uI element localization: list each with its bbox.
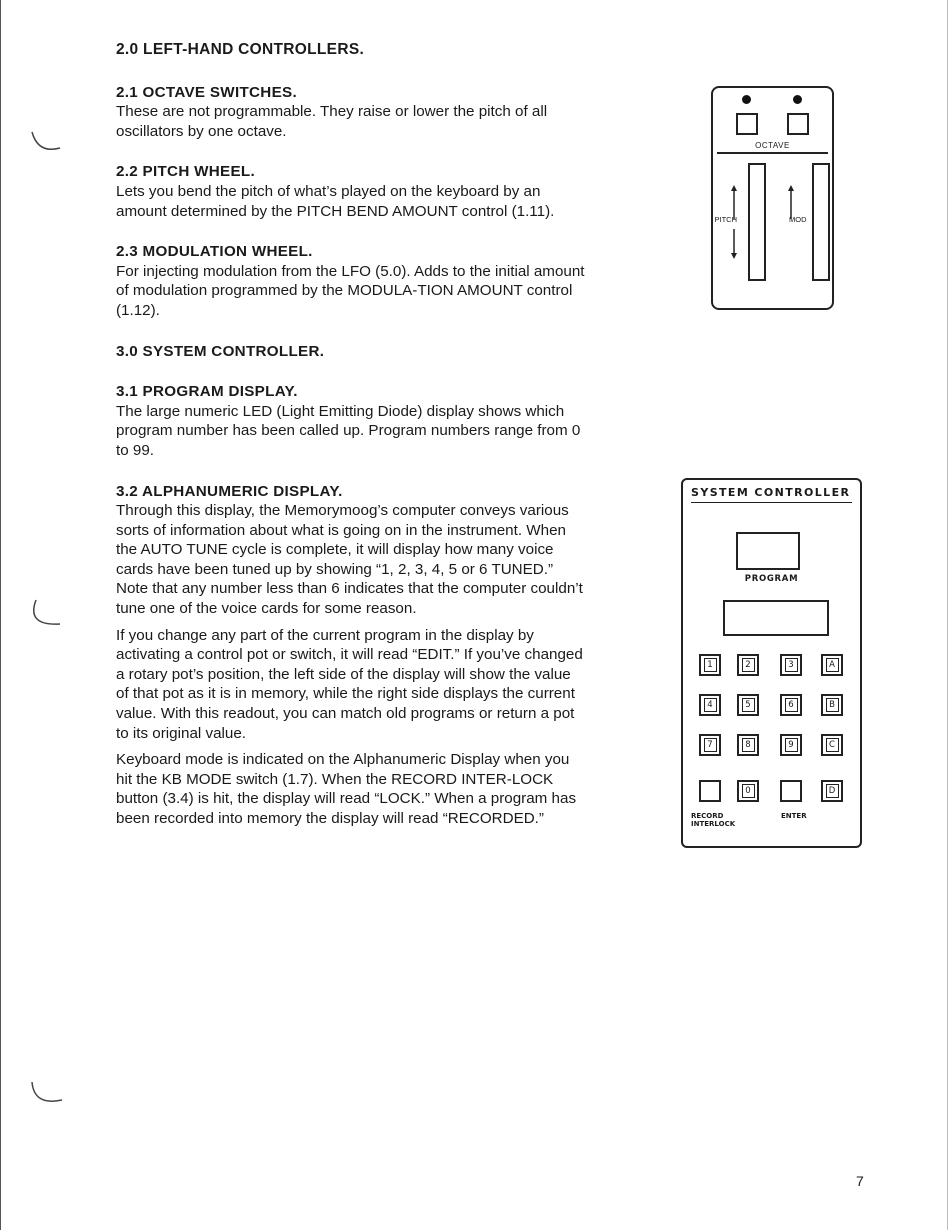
keypad-key-label: 7 (704, 738, 717, 752)
keypad-key[interactable] (780, 654, 802, 676)
section-heading: 2.2 PITCH WHEEL. (116, 163, 255, 181)
binder-hole-mark (30, 1076, 64, 1110)
octave-led-left (742, 95, 751, 104)
octave-divider (717, 152, 828, 154)
system-controller-panel (681, 478, 862, 848)
pitch-label: PITCH (714, 215, 737, 224)
keypad-key[interactable] (821, 694, 843, 716)
section (116, 382, 586, 460)
page-edge-left (0, 0, 1, 1230)
enter-button[interactable] (780, 780, 802, 802)
keypad-key[interactable] (821, 780, 843, 802)
pitch-down-arrow-icon (730, 229, 738, 259)
keypad-key[interactable] (699, 694, 721, 716)
keypad-key-label: 2 (742, 658, 755, 672)
section-paragraph: Keyboard mode is indicated on the Alphanumeric Display when you hit the KB MODE switch (1.7). When the RECORD INTER-LOCK button (3.4) is hit, the display will read “LOCK.” When a program has been recorded into memory the display will read “RECORDED.” (116, 751, 577, 827)
section-paragraph: If you change any part of the current program in the display by activating a control pot or switch, it will read “EDIT.” If you’ve changed a rotary pot’s position, the left side of the display will show the value of that pot as it is in memory, while the right side displays the current value. With this readout, you can match old programs or return a pot to its original value. (116, 626, 583, 742)
section-heading: 2.1 OCTAVE SWITCHES. (116, 83, 297, 101)
octave-label: OCTAVE (755, 141, 790, 150)
section-paragraph: These are not programmable. They raise or lower the pitch of all oscillators by one octave. (116, 103, 548, 140)
section (116, 342, 586, 362)
binder-hole-mark (28, 598, 62, 632)
left-hand-controllers-panel (711, 86, 834, 310)
keypad-key[interactable] (737, 654, 759, 676)
keypad-key[interactable] (821, 654, 843, 676)
keypad-key[interactable] (737, 780, 759, 802)
keypad-key-label: C (826, 738, 839, 752)
keypad-key-label: D (826, 784, 839, 798)
keypad-key-label: 8 (742, 738, 755, 752)
pitch-wheel[interactable] (748, 163, 766, 281)
keypad-key-label: 5 (742, 698, 755, 712)
mod-up-arrow-icon (787, 185, 795, 219)
keypad-key-label: 9 (785, 738, 798, 752)
page-edge-right (947, 0, 948, 1230)
modulation-wheel[interactable] (812, 163, 830, 281)
section-paragraph: The large numeric LED (Light Emitting Diode) display shows which program number has been called up. Program numbers range from 0 to 99. (116, 402, 581, 459)
page-number: 7 (856, 1173, 864, 1189)
section (116, 40, 586, 60)
enter-label: ENTER (781, 812, 807, 820)
record-interlock-label: RECORD INTERLOCK (691, 812, 736, 828)
mod-label: MOD (789, 215, 807, 224)
binder-hole-mark (28, 122, 62, 156)
section-paragraph: Through this display, the Memorymoog’s computer conveys various sorts of information about what is going on in the instrument. When the AUTO TUNE cycle is complete, it will display how many voice cards have been tuned up by showing “1, 2, 3, 4, 5 or 6 TUNED.” Note that any number less than 6 indicates that the computer couldn’t tune one of the voice cards for some reason. (116, 502, 583, 618)
keypad-key-label: 1 (704, 658, 717, 672)
keypad-key-label: A (826, 658, 839, 672)
keypad-key-label: 0 (742, 784, 755, 798)
program-label: PROGRAM (744, 574, 799, 584)
octave-led-right (793, 95, 802, 104)
keypad-key[interactable] (780, 694, 802, 716)
section-heading: 2.3 MODULATION WHEEL. (116, 243, 313, 261)
section-paragraph: Lets you bend the pitch of what’s played on the keyboard by an amount determined by the PITCH BEND AMOUNT control (1.11). (116, 182, 555, 220)
octave-down-button[interactable] (736, 113, 758, 135)
section-heading: 3.0 SYSTEM CONTROLLER. (116, 342, 325, 360)
keypad-key[interactable] (699, 654, 721, 676)
keypad-key[interactable] (737, 734, 759, 756)
keypad-key[interactable] (780, 734, 802, 756)
section (116, 162, 586, 221)
system-controller-title: SYSTEM CONTROLLER (691, 486, 851, 499)
section-heading: 2.0 LEFT-HAND CONTROLLERS. (116, 41, 365, 58)
keypad-key[interactable] (737, 694, 759, 716)
section-paragraph: For injecting modulation from the LFO (5.0). Adds to the initial amount of modulation programmed by the MODULA-TION AMOUNT control (1.12). (116, 262, 585, 319)
section (116, 482, 586, 829)
keypad-key-label: B (826, 698, 839, 712)
system-controller-divider (691, 502, 852, 503)
document-body (116, 40, 586, 850)
section-heading: 3.1 PROGRAM DISPLAY. (116, 383, 298, 401)
program-display (736, 532, 800, 570)
record-interlock-button[interactable] (699, 780, 721, 802)
keypad-key-label: 6 (785, 698, 798, 712)
keypad-key-label: 3 (785, 658, 798, 672)
pitch-up-arrow-icon (730, 185, 738, 219)
octave-up-button[interactable] (787, 113, 809, 135)
section-heading: 3.2 ALPHANUMERIC DISPLAY. (116, 482, 343, 500)
section (116, 83, 586, 142)
alphanumeric-display (723, 600, 829, 636)
section (116, 242, 586, 320)
keypad-key-label: 4 (704, 698, 717, 712)
keypad-key[interactable] (699, 734, 721, 756)
keypad-key[interactable] (821, 734, 843, 756)
